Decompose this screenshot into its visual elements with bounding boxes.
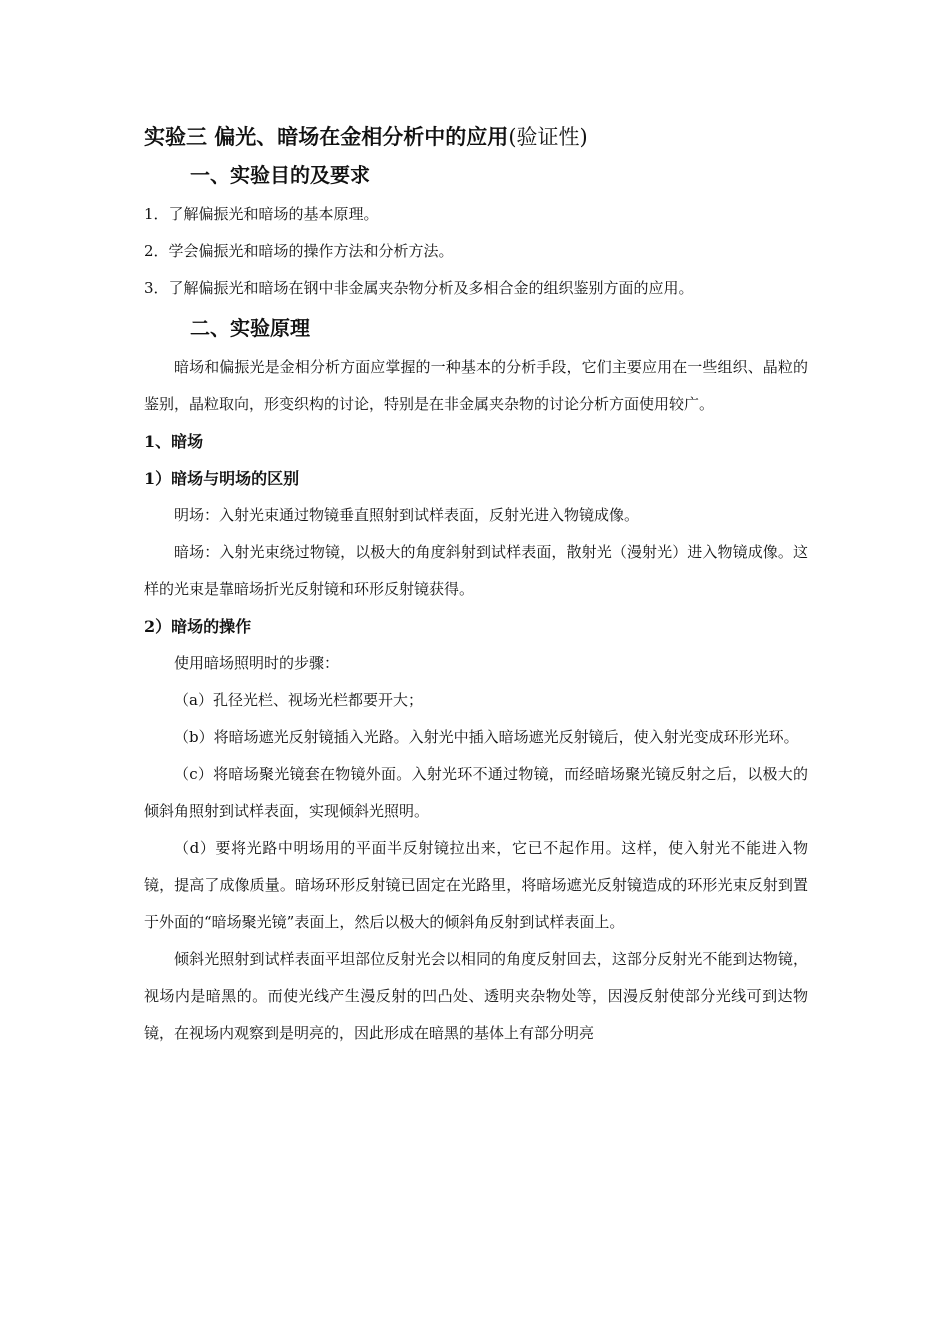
section-heading-principle: 二、实验原理 <box>190 316 310 340</box>
dark-field-paragraph: 暗场：入射光束绕过物镜，以极大的角度斜射到试样表面，散射光（漫射光）进入物镜成像。这样的光束是靠暗场折光反射镜和环形反射镜获得。 <box>144 543 808 598</box>
step-b: （b）将暗场遮光反射镜插入光路。入射光中插入暗场遮光反射镜后，使入射光变成环形光环。 <box>174 728 799 746</box>
objective-item: 2．学会偏振光和暗场的操作方法和分析方法。 <box>144 242 454 260</box>
step-d: （d）要将光路中明场用的平面半反射镜拉出来，它已不起作用。这样，使入射光不能进入物镜，提高了成像质量。暗场环形反射镜已固定在光路里，将暗场遮光反射镜造成的环形光束反射到置于外面的“暗场聚光镜”表面上，然后以极大的倾斜角反射到试样表面上。 <box>144 839 808 931</box>
oblique-light-paragraph: 倾斜光照射到试样表面平坦部位反射光会以相同的角度反射回去，这部分反射光不能到达物镜，视场内是暗黑的。而使光线产生漫反射的凹凸处、透明夹杂物处等，因漫反射使部分光线可到达物镜，在视场内观察到是明亮的，因此形成在暗黑的基体上有部分明亮 <box>144 950 808 1042</box>
steps-intro: 使用暗场照明时的步骤： <box>174 654 340 672</box>
step-a: （a）孔径光栏、视场光栏都要开大； <box>174 691 423 709</box>
subheading-operation: 2）暗场的操作 <box>144 617 252 636</box>
document-content <box>144 120 808 1052</box>
title-suffix: (验证性) <box>508 125 588 149</box>
bright-field-paragraph: 明场：入射光束通过物镜垂直照射到试样表面，反射光进入物镜成像。 <box>174 506 640 524</box>
objective-item: 3．了解偏振光和暗场在钢中非金属夹杂物分析及多相合金的组织鉴别方面的应用。 <box>144 279 694 297</box>
objective-item: 1．了解偏振光和暗场的基本原理。 <box>144 205 379 223</box>
principle-intro: 暗场和偏振光是金相分析方面应掌握的一种基本的分析手段，它们主要应用在一些组织、晶粒的鉴别，晶粒取向，形变织构的讨论，特别是在非金属夹杂物的讨论分析方面使用较广。 <box>144 358 808 413</box>
subheading-difference: 1）暗场与明场的区别 <box>144 469 300 488</box>
document-title <box>144 120 808 154</box>
subheading-dark-field: 1、暗场 <box>144 432 204 451</box>
step-c: （c）将暗场聚光镜套在物镜外面。入射光环不通过物镜，而经暗场聚光镜反射之后，以极大的倾斜角照射到试样表面，实现倾斜光照明。 <box>144 765 808 820</box>
title-main: 实验三 偏光、暗场在金相分析中的应用 <box>144 124 509 149</box>
section-heading-objectives: 一、实验目的及要求 <box>190 163 370 187</box>
